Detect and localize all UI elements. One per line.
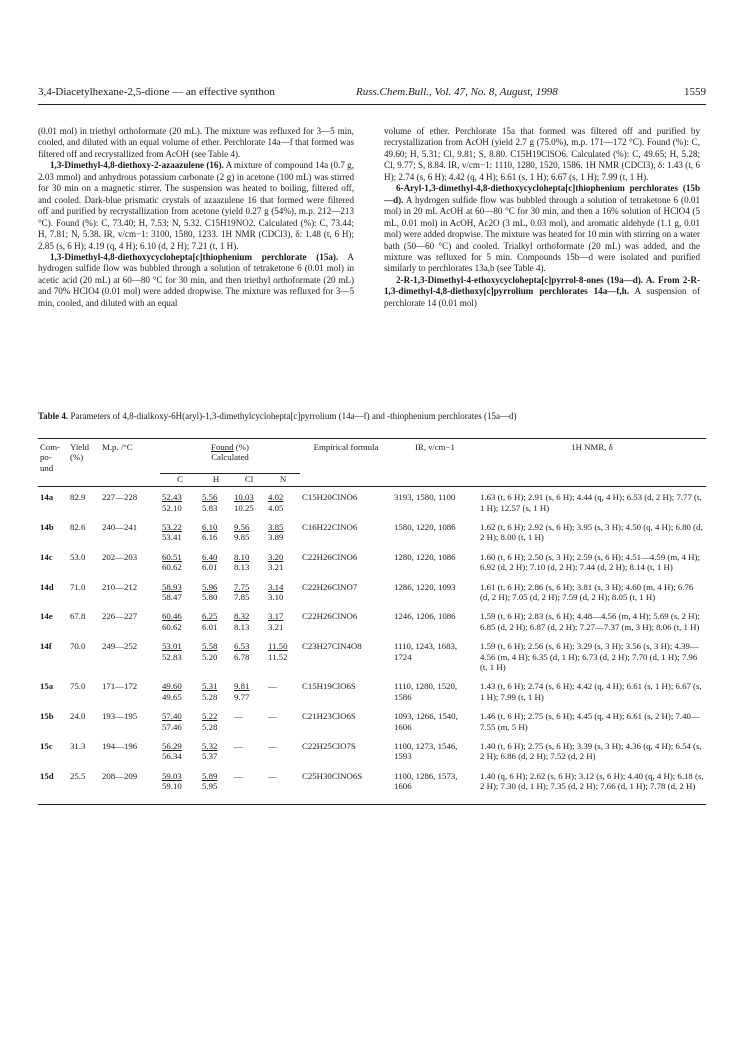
- hydrogen-cell: [200, 762, 232, 804]
- compound-id: 15b: [40, 711, 54, 722]
- paragraph: [38, 252, 354, 309]
- carbon-cell-calculated: 52.10: [162, 502, 182, 513]
- ir-cell: 3193, 1580, 1100: [394, 492, 456, 503]
- yield-cell: 31.3: [70, 741, 86, 752]
- nmr-cell: 1.62 (t, 6 H); 2.92 (s, 6 H); 3.95 (s, 3 H); 4.50 (q, 4 H); 6.80 (d, 2 H); 8.00 (t, 1 H): [480, 521, 703, 543]
- header-n: N: [266, 473, 300, 486]
- hydrogen-cell-found: 5.32: [202, 741, 218, 752]
- mp-cell: 240—241: [102, 521, 138, 532]
- carbon-cell: [160, 602, 200, 632]
- formula-cell: C23H27ClN4O8: [302, 641, 362, 652]
- formula-cell: C22H25ClO7S: [302, 741, 356, 752]
- carbon-cell-calculated: 56.34: [162, 751, 182, 762]
- nitrogen-cell-calculated: 3.21: [268, 562, 284, 573]
- table-row: [38, 672, 706, 702]
- table-row: [38, 762, 706, 804]
- table-row: [38, 487, 706, 513]
- header-formula: Empirical formula: [300, 439, 392, 474]
- carbon-cell-found: 49.60: [162, 681, 182, 692]
- yield-cell: 67.8: [70, 611, 86, 622]
- hydrogen-cell-found: 5.56: [202, 492, 218, 503]
- section-heading: 1,3-Dimethyl-4,8-diethoxycyclohepta[c]thiophenium perchlorate (15a).: [50, 251, 339, 262]
- chlorine-cell-found: 6.53: [234, 641, 250, 652]
- carbon-cell: [160, 487, 200, 513]
- chlorine-cell-found: —: [234, 711, 243, 722]
- chlorine-cell-found: 8.32: [234, 611, 250, 622]
- chlorine-cell: [232, 513, 266, 543]
- nitrogen-cell: [266, 732, 300, 762]
- yield-cell: 82.9: [70, 492, 86, 503]
- chlorine-cell: [232, 672, 266, 702]
- chlorine-cell-found: 8.10: [234, 551, 250, 562]
- table-row: [38, 602, 706, 632]
- ir-cell: 1100, 1273, 1546, 1593: [394, 741, 458, 762]
- chlorine-cell-calculated: 6.78: [234, 651, 250, 662]
- left-column: [38, 126, 354, 309]
- nitrogen-cell-found: 3.85: [268, 521, 284, 532]
- hydrogen-cell-found: 5.89: [202, 770, 218, 781]
- chlorine-cell-found: 9.81: [234, 681, 250, 692]
- formula-cell: C15H20ClNO6: [302, 492, 358, 503]
- section-heading: 1,3-Dimethyl-4,8-diethoxy-2-azaazulene (16).: [50, 160, 224, 171]
- nitrogen-cell-found: 3.17: [268, 611, 284, 622]
- nitrogen-cell-found: —: [268, 681, 277, 692]
- hydrogen-cell-found: 5.58: [202, 641, 218, 652]
- carbon-cell-found: 56.29: [162, 741, 182, 752]
- chlorine-cell: [232, 543, 266, 573]
- hydrogen-cell-calculated: 6.16: [202, 532, 218, 543]
- paragraph: [38, 160, 354, 252]
- mp-cell: 249—252: [102, 641, 138, 652]
- paragraph: [384, 275, 700, 309]
- carbon-cell-calculated: 60.62: [162, 562, 182, 573]
- nmr-cell: 1.46 (t, 6 H); 2.75 (s, 6 H); 4.45 (q, 4 H); 6.61 (s, 2 H); 7.40—7.55 (m, 5 H): [480, 711, 700, 732]
- chlorine-cell-calculated: 9.85: [234, 532, 250, 543]
- mp-cell: 202—203: [102, 551, 138, 562]
- journal-citation: Russ.Chem.Bull., Vol. 47, No. 8, August, 1998: [356, 86, 558, 98]
- compound-id: 14a: [40, 492, 54, 503]
- chlorine-cell: [232, 573, 266, 603]
- header-yield: Yield (%): [68, 439, 100, 474]
- yield-cell: 75.0: [70, 681, 86, 692]
- nmr-cell: 1.61 (t, 6 H); 2.86 (s, 6 H); 3.81 (s, 3 H); 4.60 (m, 4 H); 6.76 (d, 2 H); 7.05 (d, 2 H); 7.59 (d, 2 H); 8.05 (t, 1 H): [480, 581, 694, 602]
- nitrogen-cell-calculated: 3.10: [268, 591, 284, 602]
- table-row: [38, 513, 706, 543]
- hydrogen-cell-calculated: 5.20: [202, 651, 218, 662]
- nitrogen-cell-found: —: [268, 770, 277, 781]
- carbon-cell-found: 58.93: [162, 581, 182, 592]
- nitrogen-cell: [266, 602, 300, 632]
- table-row: [38, 632, 706, 672]
- compound-id: 14c: [40, 551, 53, 562]
- nitrogen-cell: [266, 702, 300, 732]
- chlorine-cell-calculated: 7.85: [234, 591, 250, 602]
- yield-cell: 24.0: [70, 711, 86, 722]
- yield-cell: 53.0: [70, 551, 86, 562]
- carbon-cell-found: 57.40: [162, 711, 182, 722]
- nmr-cell: 1.59 (t, 6 H); 2.83 (s, 6 H); 4.48—4.56 (m, 4 H); 5.69 (s, 2 H); 6.85 (d, 2 H); 6.87 (d, 2 H); 7.27—7.37 (m, 3 H); 8.06 (t, 1 H): [480, 611, 700, 632]
- page-number: 1559: [684, 86, 706, 98]
- nitrogen-cell: [266, 543, 300, 573]
- hydrogen-cell-found: 5.96: [202, 581, 218, 592]
- paragraph-body: A suspension of perchlorate 14 (0.01 mol): [384, 286, 701, 308]
- header-mp: M.p. /°C: [100, 439, 160, 474]
- formula-cell: C22H26ClNO6: [302, 611, 358, 622]
- ir-cell: 1110, 1243, 1683, 1724: [394, 641, 458, 662]
- header-compound: Com- po- und: [38, 439, 68, 474]
- header-found-calculated: [160, 439, 300, 474]
- ir-cell: 1280, 1220, 1086: [394, 551, 456, 562]
- carbon-cell: [160, 513, 200, 543]
- ir-cell: 1110, 1280, 1520, 1586: [394, 681, 458, 702]
- header-cl: Cl: [232, 473, 266, 486]
- carbon-cell: [160, 543, 200, 573]
- mp-cell: 227—228: [102, 492, 138, 503]
- chlorine-cell: [232, 762, 266, 804]
- chlorine-cell-found: 7.75: [234, 581, 250, 592]
- ir-cell: 1100, 1286, 1573, 1606: [392, 762, 478, 804]
- yield-cell: 82.6: [70, 521, 86, 532]
- ir-cell: 1286, 1220, 1093: [394, 581, 456, 592]
- nmr-cell: 1.40 (t, 6 H); 2.75 (s, 6 H); 3.39 (s, 3 H); 4.36 (q, 4 H); 6.54 (s, 2 H); 6.86 (d, 2 H); 7.52 (d, 2 H): [480, 741, 702, 762]
- carbon-cell-found: 59.03: [162, 770, 182, 781]
- chlorine-cell-found: 9.56: [234, 521, 250, 532]
- paragraph: volume of ether. Perchlorate 15a that formed was filtered off and purified by recrystallization from AcOH (yield 2.7 g (75.0%), m.p. 171—172 °C). Found (%): C, 49.60; H, 5.31; Cl, 9.81; S, 8.80. C15H19ClSO6. Calculated (%): C, 49.65; H, 5.28; Cl, 9.77; S, 8.84. IR, v/cm−1: 1110, 1280, 1520, 1586. 1H NMR (CDCl3), δ: 1.43 (t, 6 H); 2.74 (s, 6 H); 4.42 (q, 4 H); 6.61 (s, 1 H); 6.67 (s, 1 H); 7.99 (t, 1 H).: [384, 126, 700, 182]
- hydrogen-cell-calculated: 5.80: [202, 591, 218, 602]
- compound-id: 14e: [40, 611, 53, 622]
- compound-id: 15d: [38, 762, 68, 804]
- chlorine-cell-found: —: [234, 770, 243, 781]
- hydrogen-cell-calculated: 5.95: [202, 781, 218, 792]
- nitrogen-cell-calculated: 3.21: [268, 621, 284, 632]
- carbon-cell-found: 52.43: [162, 492, 182, 503]
- formula-cell: C22H26ClNO7: [302, 581, 358, 592]
- mp-cell: 194—196: [102, 741, 138, 752]
- hydrogen-cell: [200, 602, 232, 632]
- carbon-cell-found: 60.51: [162, 551, 182, 562]
- hydrogen-cell-calculated: 5.28: [202, 721, 218, 732]
- formula-cell: C25H30ClNO6S: [300, 762, 392, 804]
- hydrogen-cell: [200, 632, 232, 672]
- carbon-cell: [160, 672, 200, 702]
- mp-cell: 226—227: [102, 611, 138, 622]
- ir-cell: 1093, 1266, 1540, 1606: [394, 711, 458, 732]
- carbon-cell-found: 53.22: [162, 521, 182, 532]
- chlorine-cell: [232, 632, 266, 672]
- table-row: [38, 543, 706, 573]
- paragraph-body: A mixture of compound 14a (0.7 g, 2.03 mmol) and anhydrous potassium carbonate (2 g) in acetone (100 mL) was stirred for 30 min on a magnetic stirrer. The suspension was heated to boiling, filtered off, and cooled. Dark-blue prismatic crystals of azaazulene 16 that formed were filtered off and purified by recrystallization from acetone (yield 0.27 g (54%), m.p. 212—213 °C). Found (%): C, 73.40; H, 7.53; N, 5.32. C15H19NO2. Calculated (%): C, 73.44; H, 7.81; N, 5.38. IR, v/cm−1: 3100, 1580, 1233. 1H NMR (CDCl3), δ: 1.48 (t, 6 H); 2.85 (s, 6 H); 4.19 (q, 4 H); 6.10 (d, 2 H); 7.21 (t, 1 H).: [38, 160, 354, 251]
- mp-cell: 210—212: [102, 581, 138, 592]
- nitrogen-cell-found: —: [268, 711, 277, 722]
- yield-cell: 71.0: [70, 581, 86, 592]
- compound-id: 14d: [40, 581, 54, 592]
- hydrogen-cell-found: 6.40: [202, 551, 218, 562]
- compound-id: 15a: [40, 681, 54, 692]
- nmr-cell: 1.40 (q, 6 H); 2.62 (s, 6 H); 3.12 (s, 6 H); 4.40 (q, 4 H); 6.18 (s, 2 H); 7.30 (d, 1 H); 7.35 (d, 2 H); 7.66 (d, 1 H); 7.78 (d, 2 H): [478, 762, 706, 804]
- carbon-cell: [160, 732, 200, 762]
- table-caption-text: Parameters of 4,8-dialkoxy-6H(aryl)-1,3-dimethylcyclohepta[c]pyrrolium (14a—f) and -thiophenium perchlorates (15a—d): [68, 411, 517, 421]
- hydrogen-cell: [200, 487, 232, 513]
- carbon-cell-found: 53.01: [162, 641, 182, 652]
- carbon-cell-calculated: 52.83: [162, 651, 182, 662]
- nitrogen-cell: [266, 513, 300, 543]
- section-heading: 2-R-1,3-Dimethyl-4-ethoxycyclohepta[c]pyrrol-8-ones (19a—d). A. From 2-R-1,3-dimethyl-4,8-diethoxy[c]pyrrolium perchlorates 14a—f,h.: [384, 274, 700, 297]
- table-row: [38, 573, 706, 603]
- paragraph-body: A hydrogen sulfide flow was bubbled through a solution of tetraketone 6 (0.01 mol) in acetic acid (20 mL) at 60—80 °C for 30 min, and then triethyl orthoformate (20 mL) and 70% HClO4 (0.01 mol) were added dropwise. The mixture was refluxed for 3—5 min, cooled, and diluted with an equal: [38, 251, 355, 308]
- yield-cell: 70.0: [70, 641, 86, 652]
- mp-cell: 208—209: [100, 762, 160, 804]
- carbon-cell: [160, 632, 200, 672]
- chlorine-cell-calculated: 8.13: [234, 621, 250, 632]
- chlorine-cell: [232, 487, 266, 513]
- carbon-cell-calculated: 58.47: [162, 591, 182, 602]
- hydrogen-cell: [200, 543, 232, 573]
- table-row: [38, 702, 706, 732]
- yield-cell: 25.5: [68, 762, 100, 804]
- carbon-cell: [160, 573, 200, 603]
- hydrogen-cell-found: 5.22: [202, 711, 218, 722]
- table-row: [38, 732, 706, 762]
- ir-cell: 1246, 1206, 1086: [394, 611, 456, 622]
- hydrogen-cell-calculated: 5.83: [202, 502, 218, 513]
- chlorine-cell-calculated: 9.77: [234, 691, 250, 702]
- nmr-cell: 1.60 (t, 6 H); 2.50 (s, 3 H); 2.59 (s, 6 H); 4.51—4.59 (m, 4 H); 6.92 (d, 2 H); 7.10 (d, 2 H); 7.44 (d, 2 H); 8.14 (t, 1 H): [480, 551, 700, 573]
- compound-id: 14b: [40, 521, 54, 532]
- carbon-cell-calculated: 59.10: [162, 781, 182, 792]
- chlorine-cell: [232, 702, 266, 732]
- hydrogen-cell: [200, 732, 232, 762]
- hydrogen-cell-calculated: 5.37: [202, 751, 218, 762]
- hydrogen-cell-calculated: 6.01: [202, 621, 218, 632]
- hydrogen-cell-found: 6.10: [202, 521, 218, 532]
- hydrogen-cell-found: 5.31: [202, 681, 218, 692]
- chlorine-cell: [232, 602, 266, 632]
- table-label: Table 4.: [38, 411, 69, 421]
- hydrogen-cell-calculated: 5.28: [202, 691, 218, 702]
- hydrogen-cell-calculated: 6.01: [202, 562, 218, 573]
- nmr-cell: 1.63 (t, 6 H); 2.91 (s, 6 H); 4.44 (q, 4 H); 6.53 (d, 2 H); 7.77 (t, 1 H); 12.57 (s, 1 H): [480, 492, 702, 513]
- nitrogen-cell-found: 4.02: [268, 492, 284, 503]
- running-title: 3,4-Diacetylhexane-2,5-dione — an effective synthon: [38, 86, 275, 98]
- carbon-cell-calculated: 60.62: [162, 621, 182, 632]
- carbon-cell-calculated: 49.65: [162, 691, 182, 702]
- chlorine-cell: [232, 732, 266, 762]
- paragraph: [384, 183, 700, 275]
- ir-cell: 1580, 1220, 1086: [394, 521, 456, 532]
- formula-cell: C15H19ClO6S: [302, 681, 356, 692]
- compound-id: 14f: [40, 641, 52, 652]
- nitrogen-cell: [266, 487, 300, 513]
- nitrogen-cell: [266, 632, 300, 672]
- formula-cell: C16H22ClNO6: [302, 521, 358, 532]
- header-calculated: Calculated: [211, 452, 249, 463]
- formula-cell: C21H23ClO6S: [302, 711, 356, 722]
- carbon-cell-calculated: 57.46: [162, 721, 182, 732]
- nitrogen-cell-found: 3.14: [268, 581, 284, 592]
- header-c: C: [160, 473, 200, 486]
- hydrogen-cell: [200, 672, 232, 702]
- nitrogen-cell-found: 11.50: [268, 641, 288, 652]
- nitrogen-cell-found: —: [268, 741, 277, 752]
- paragraph: (0.01 mol) in triethyl orthoformate (20 mL). The mixture was refluxed for 3—5 min, cooled, and diluted with an equal volume of ether. Perchlorate 14a—f that formed was filtered off and recrystallized from AcOH (see Table 4).: [38, 126, 354, 159]
- carbon-cell-found: 60.46: [162, 611, 182, 622]
- nitrogen-cell: [266, 672, 300, 702]
- hydrogen-cell: [200, 573, 232, 603]
- nmr-cell: 1.59 (t, 6 H); 2.56 (s, 6 H); 3.29 (s, 3 H); 3.56 (s, 3 H); 4.39—4.56 (m, 4 H); 6.35 (d, 1 H); 6.73 (d, 2 H); 7.70 (d, 1 H); 7.96 (t, 1 H): [480, 641, 699, 672]
- nitrogen-cell: [266, 762, 300, 804]
- nitrogen-cell-calculated: 4.05: [268, 502, 284, 513]
- header-ir: IR, ν/cm−1: [392, 439, 478, 474]
- chlorine-cell-found: 10.03: [234, 492, 254, 503]
- hydrogen-cell: [200, 513, 232, 543]
- paragraph-body: A hydrogen sulfide flow was bubbled through a solution of tetraketone 6 (0.01 mol) in 20 mL AcOH at 60—80 °C for 30 min, and then a 16% solution of HClO4 (5 mL, 0.01 mol) in AcOH, Ac2O (3 mL, 0.03 mol), and aromatic aldehyde (1.1 g, 0.01 mol) were added dropwise. The mixture was heated for 10 min with stirring on a water bath (50—60 °C) and cooled. Trialkyl orthoformate (20 mL) was added, and the mixture was refluxed for 5 min. Compounds 15b—d were isolated and purified similarly to perchlorates 13a,b (see Table 4).: [384, 194, 701, 274]
- chlorine-cell-calculated: 10.25: [234, 502, 254, 513]
- mp-cell: 193—195: [102, 711, 138, 722]
- nitrogen-cell-calculated: 11.52: [268, 651, 288, 662]
- hydrogen-cell-found: 6.25: [202, 611, 218, 622]
- chlorine-cell-calculated: 8.13: [234, 562, 250, 573]
- running-header: [38, 84, 706, 105]
- carbon-cell-calculated: 53.41: [162, 532, 182, 543]
- hydrogen-cell: [200, 702, 232, 732]
- carbon-cell: [160, 762, 200, 804]
- header-nmr: 1H NMR, δ: [478, 439, 706, 474]
- right-column: [384, 126, 700, 309]
- nitrogen-cell-found: 3.20: [268, 551, 284, 562]
- header-h: H: [200, 473, 232, 486]
- nitrogen-cell-calculated: 3.89: [268, 532, 284, 543]
- section-heading: 6-Aryl-1,3-dimethyl-4,8-diethoxycyclohepta[c]thiophenium perchlorates (15b—d).: [384, 183, 700, 205]
- parameters-table: [38, 438, 706, 805]
- nmr-cell: 1.43 (t, 6 H); 2.74 (s, 6 H); 4.42 (q, 4 H); 6.61 (s, 1 H); 6.67 (s, 1 H); 7.99 (t, 1 H): [480, 681, 702, 702]
- compound-id: 15c: [40, 741, 53, 752]
- chlorine-cell-found: —: [234, 741, 243, 752]
- header-percent: (%): [235, 442, 249, 452]
- carbon-cell: [160, 702, 200, 732]
- nitrogen-cell: [266, 573, 300, 603]
- header-found: Found: [211, 442, 234, 452]
- table-caption: [38, 411, 706, 422]
- formula-cell: C22H26ClNO6: [302, 551, 358, 562]
- mp-cell: 171—172: [102, 681, 138, 692]
